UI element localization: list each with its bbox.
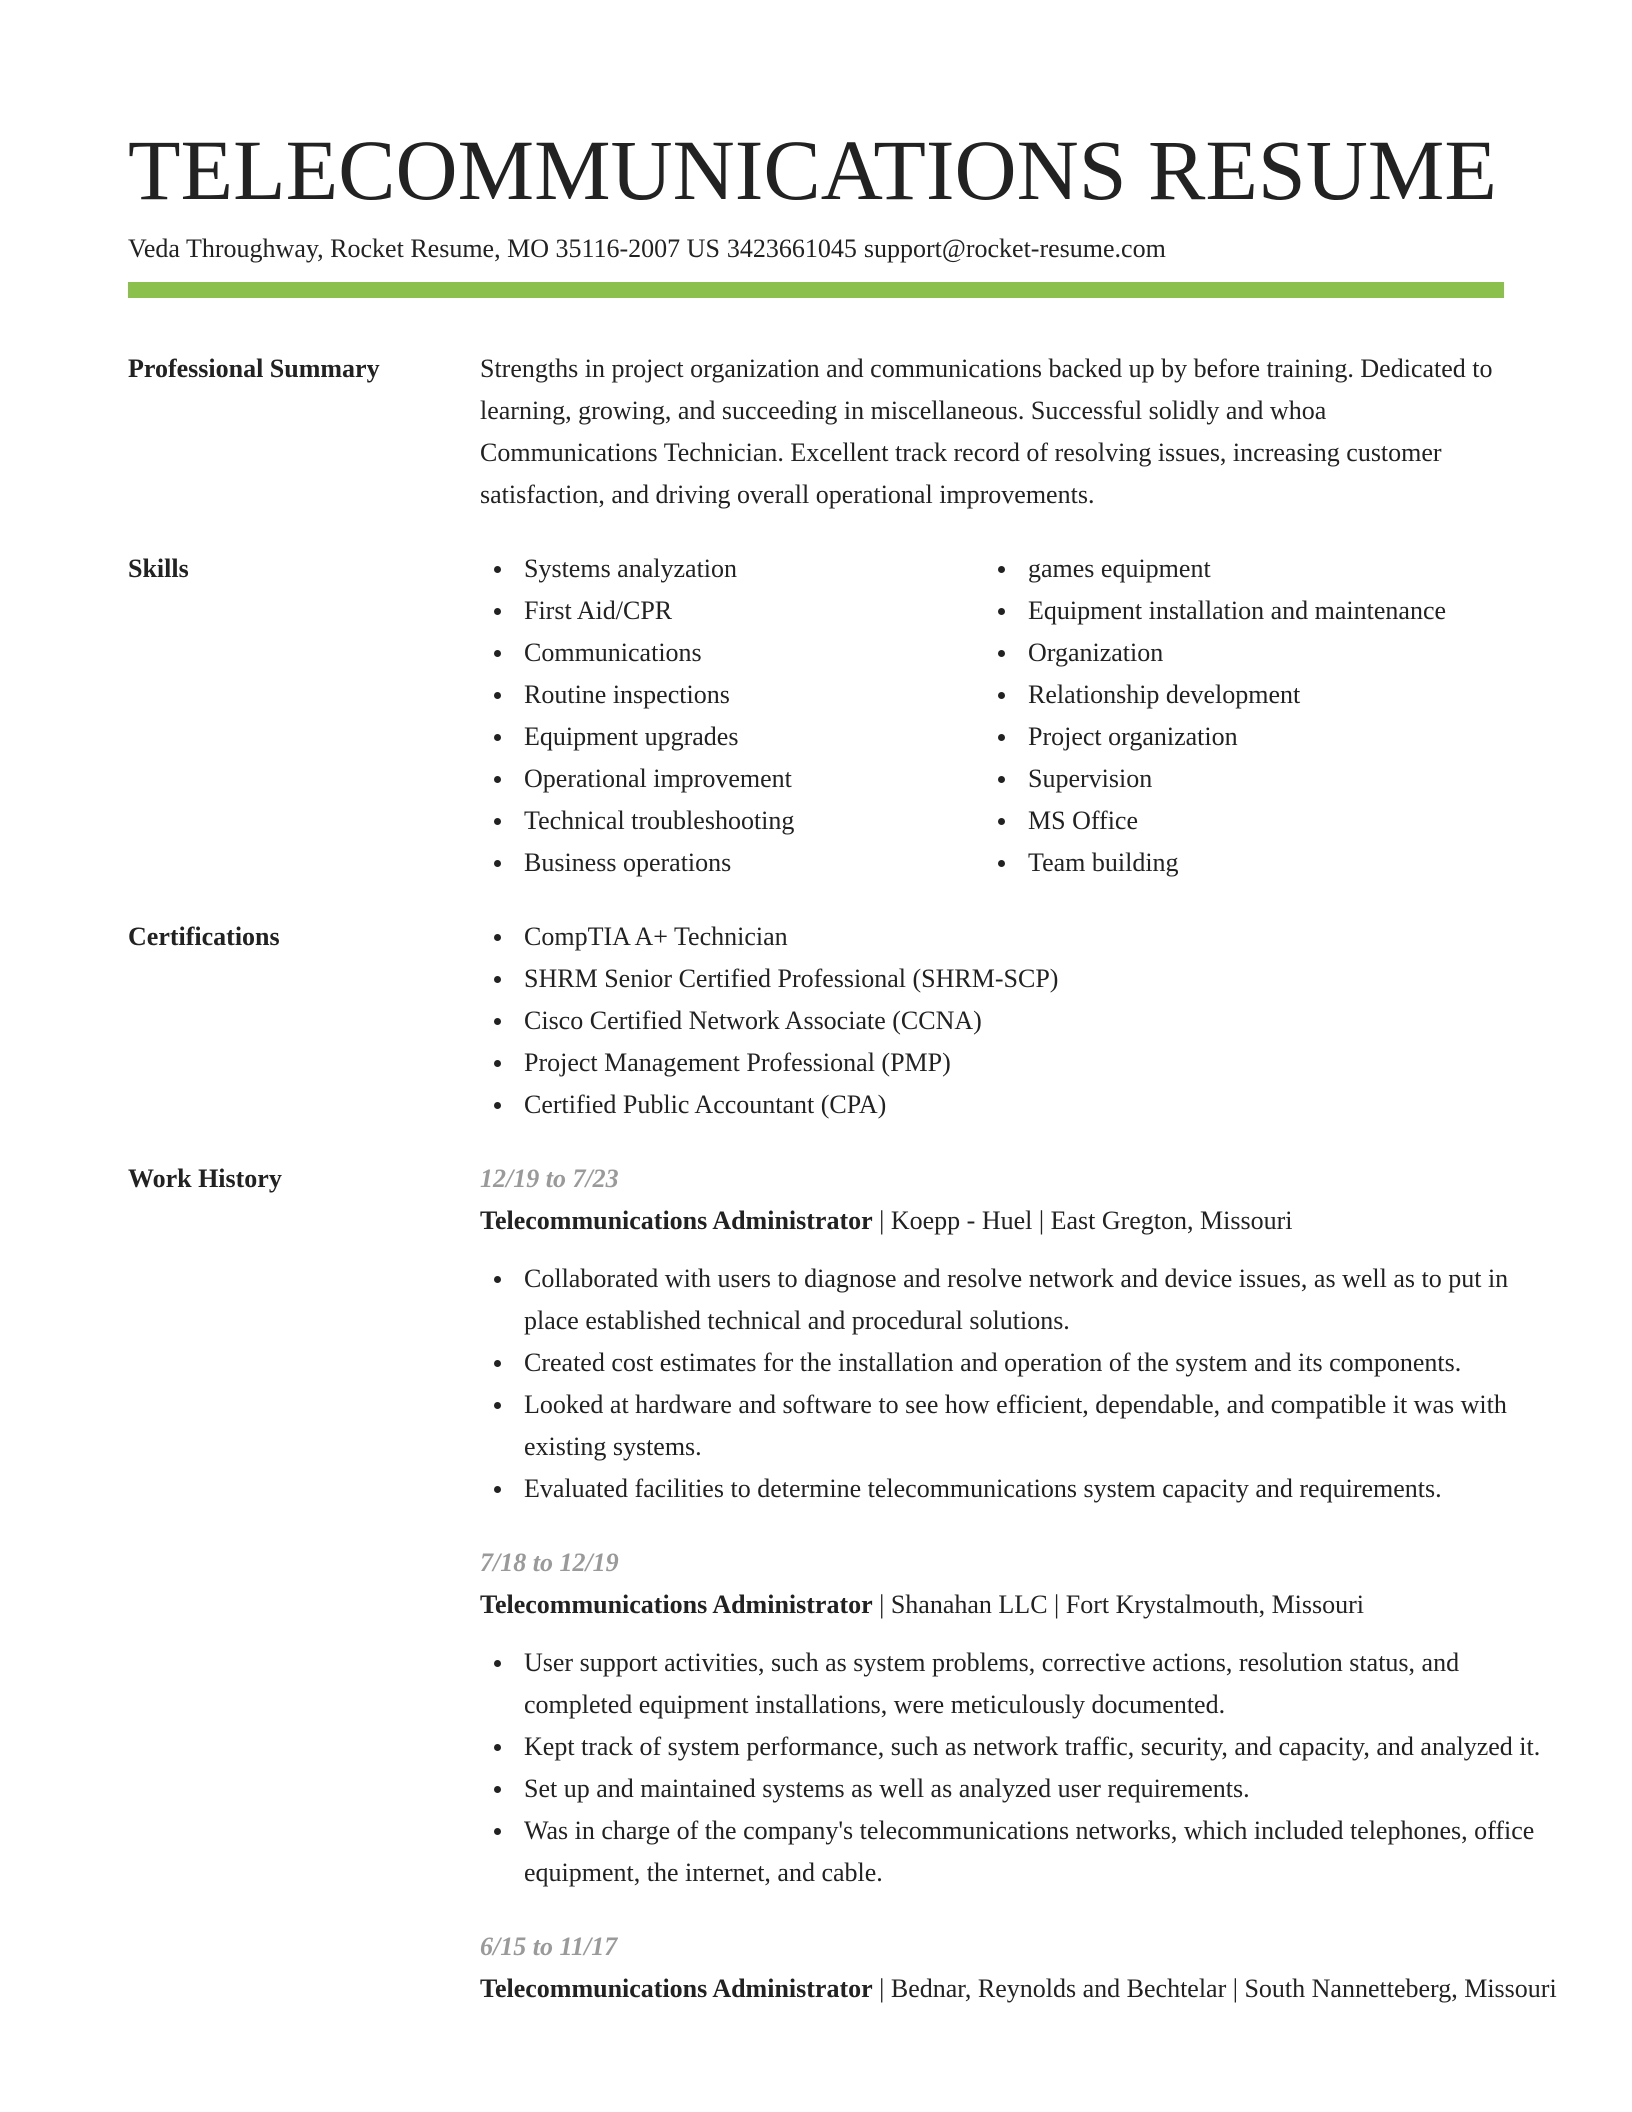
skill-item: Routine inspections — [524, 674, 984, 716]
skill-item: Business operations — [524, 842, 984, 884]
certification-item: SHRM Senior Certified Professional (SHRM-SCP) — [524, 958, 1504, 1000]
summary-text: Strengths in project organization and communications backed up by before training. Dedicated to learning, growing, and succeeding in miscellaneous. Successful solidly and whoa Communications Technician. Excellent track record of resolving issues, increasing customer satisfaction, and driving overall operational improvements. — [480, 354, 1493, 509]
job-bullet: Kept track of system performance, such as network traffic, security, and capacity, and analyzed it. — [524, 1726, 1557, 1768]
certification-item: CompTIA A+ Technician — [524, 916, 1504, 958]
work-history-section — [128, 1158, 1557, 2042]
job-heading — [480, 1968, 1557, 2010]
resume-page — [128, 120, 1557, 2042]
job-bullet: Was in charge of the company's telecommunications networks, which included telephones, office equipment, the internet, and cable. — [524, 1810, 1557, 1894]
certifications-section — [128, 916, 1504, 1126]
certifications-list — [480, 916, 1504, 1126]
job-company-location: | Shanahan LLC | Fort Krystalmouth, Missouri — [872, 1590, 1365, 1619]
contact-phone: 3423661045 — [726, 234, 857, 263]
work-history-label: Work History — [128, 1164, 282, 1193]
job-dates: 6/15 to 11/17 — [480, 1932, 618, 1961]
skill-item: Relationship development — [1028, 674, 1488, 716]
job-bullet: Set up and maintained systems as well as analyzed user requirements. — [524, 1768, 1557, 1810]
job-company-location: | Koepp - Huel | East Gregton, Missouri — [872, 1206, 1293, 1235]
job-bullet: User support activities, such as system problems, corrective actions, resolution status, and completed equipment installations, were meticulously documented. — [524, 1642, 1557, 1726]
contact-line — [128, 232, 1504, 266]
skill-item: Organization — [1028, 632, 1488, 674]
job-entry — [480, 1926, 1557, 2010]
job-heading — [480, 1200, 1557, 1242]
job-entry — [480, 1542, 1557, 1894]
skill-item: Equipment upgrades — [524, 716, 984, 758]
skill-item: Team building — [1028, 842, 1488, 884]
skill-item: Technical troubleshooting — [524, 800, 984, 842]
job-heading — [480, 1584, 1557, 1626]
job-bullet: Looked at hardware and software to see how efficient, dependable, and compatible it was with existing systems. — [524, 1384, 1557, 1468]
job-bullet: Created cost estimates for the installation and operation of the system and its components. — [524, 1342, 1557, 1384]
skill-item: First Aid/CPR — [524, 590, 984, 632]
job-entry — [480, 1158, 1557, 1510]
summary-label: Professional Summary — [128, 354, 380, 383]
job-title: Telecommunications Administrator — [480, 1206, 873, 1235]
skill-item: Equipment installation and maintenance — [1028, 590, 1488, 632]
skills-list-left — [480, 548, 984, 884]
skills-section — [128, 548, 1504, 884]
contact-name-address: Veda Throughway, Rocket Resume, MO 35116-2007 US — [128, 234, 720, 263]
certifications-label: Certifications — [128, 922, 280, 951]
skill-item: games equipment — [1028, 548, 1488, 590]
certification-item: Certified Public Accountant (CPA) — [524, 1084, 1504, 1126]
job-dates: 12/19 to 7/23 — [480, 1164, 619, 1193]
job-bullets — [480, 1258, 1557, 1510]
skill-item: Communications — [524, 632, 984, 674]
job-dates: 7/18 to 12/19 — [480, 1548, 619, 1577]
job-bullets — [480, 1642, 1557, 1894]
skill-item: MS Office — [1028, 800, 1488, 842]
skill-item: Supervision — [1028, 758, 1488, 800]
skill-item: Systems analyzation — [524, 548, 984, 590]
summary-section — [128, 348, 1504, 516]
contact-email: support@rocket-resume.com — [863, 234, 1166, 263]
header-divider — [128, 282, 1504, 298]
certification-item: Cisco Certified Network Associate (CCNA) — [524, 1000, 1504, 1042]
job-bullet: Evaluated facilities to determine telecommunications system capacity and requirements. — [524, 1468, 1557, 1510]
job-company-location: | Bednar, Reynolds and Bechtelar | South Nannetteberg, Missouri — [872, 1974, 1557, 2003]
job-bullet: Collaborated with users to diagnose and resolve network and device issues, as well as to put in place established technical and procedural solutions. — [524, 1258, 1557, 1342]
skill-item: Project organization — [1028, 716, 1488, 758]
job-title: Telecommunications Administrator — [480, 1974, 873, 2003]
job-title: Telecommunications Administrator — [480, 1590, 873, 1619]
skills-label: Skills — [128, 554, 189, 583]
skills-list-right — [984, 548, 1488, 884]
certification-item: Project Management Professional (PMP) — [524, 1042, 1504, 1084]
skill-item: Operational improvement — [524, 758, 984, 800]
resume-title: TELECOMMUNICATIONS RESUME — [128, 122, 1497, 218]
